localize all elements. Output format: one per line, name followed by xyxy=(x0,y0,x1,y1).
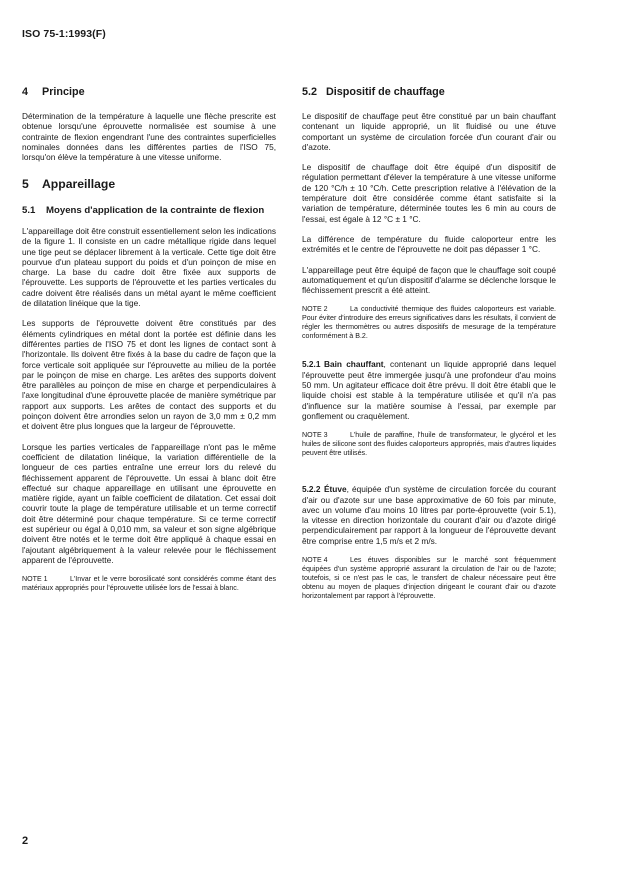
section-5-1-title: Moyens d'application de la contrainte de flexion xyxy=(46,205,265,217)
section-5-2-heading xyxy=(302,86,556,99)
section-4-title: Principe xyxy=(42,86,85,98)
section-5-1-paragraph-3: Lorsque les parties verticales de l'appareillage n'ont pas le même coefficient de dilatation linéique, la variation différentielle de la longueur de ces parties entraîne une erreur lors du relevé du fléchissement apparent de l'éprouvette. Un essai à blanc doit être effectué sur chaque appareillage en utilisant une éprouvette en matière rigide, ayant un faible coefficient de dilatation. Cet essai doit couvrir toute la plage de température utilisable et un terme correctif doit être déterminé pour chaque température. Si ce terme correctif est supérieur ou égal à 0,010 mm, sa valeur et son signe algébrique doivent être notés et le terme doit être appliqué à chaque essai en l'ajoutant algébriquement à la valeur relevée pour le fléchissement apparent de l'éprouvette. xyxy=(22,441,276,565)
section-5-2-1-paragraph xyxy=(302,359,556,421)
note-1-text: L'Invar et le verre borosilicaté sont considérés comme étant des matériaux appropriés pour l'éprouvette utilisée lors de l'essai à blanc. xyxy=(22,575,276,593)
note-1 xyxy=(22,575,276,593)
right-column xyxy=(302,86,556,611)
section-5-2-title: Dispositif de chauffage xyxy=(326,86,445,98)
section-5-2-2-paragraph xyxy=(302,484,556,546)
running-header: ISO 75-1:1993(F) xyxy=(22,28,106,40)
left-column xyxy=(22,86,276,603)
section-5-1-heading xyxy=(22,205,276,217)
note-2-label: NOTE 2 xyxy=(302,305,328,314)
note-3-text: L'huile de paraffine, l'huile de transformateur, le glycérol et les huiles de silicone sont des fluides caloporteurs appropriés, mais d'autres liquides peuvent être utilisés. xyxy=(302,431,556,458)
section-5-2-1-title: Bain chauffant xyxy=(324,359,384,370)
section-5-2-2-title: Étuve xyxy=(324,484,347,495)
section-5-2-number: 5.2 xyxy=(302,86,318,98)
note-3-label: NOTE 3 xyxy=(302,431,328,440)
section-5-2-paragraph-3: La différence de température du fluide caloporteur entre les extrémités et le centre de l'éprouvette ne doit pas dépasser 1 °C. xyxy=(302,233,556,255)
note-4-text: Les étuves disponibles sur le marché sont fréquemment équipées d'un système approprié assurant la circulation de l'air ou de l'azote; toutefois, si ce n'est pas le cas, le transfert de chaleur nécessaire peut être obtenu au moyen de plaques d'injection dirigeant le courant d'air ou d'azote horizontalement par rapport à l'éprouvette. xyxy=(302,556,556,601)
section-5-2-2-text: , équipée d'un système de circulation forcée du courant d'air ou d'azote sur une base approximative de 60 fois par minute, avec un volume d'au moins 10 litres par porte-éprouvette (voir 5.1), la vitesse en direction horizontale du courant d'air ou d'azote dirigé perpendiculairement par rapport à la longueur de l'éprouvette devant être comprise entre 1,5 m/s et 2 m/s. xyxy=(302,484,556,546)
note-4-label: NOTE 4 xyxy=(302,556,328,565)
section-4-number: 4 xyxy=(22,86,29,98)
section-5-number: 5 xyxy=(22,177,29,192)
section-5-1-paragraph-1: L'appareillage doit être construit essentiellement selon les indications de la figure 1. Il consiste en un cadre métallique rigide dans lequel une tige peut se déplacer librement à la verticale. Cette tige doit être pourvue d'un plateau support du poids et d'un poinçon de mise en charge. La base du cadre doit être fixée aux supports de l'éprouvette. Les supports de l'éprouvette et les parties verticales du cadre doivent être réalisés dans un métal ayant le même coefficient de dilatation linéique que la tige. xyxy=(22,225,276,309)
page-number: 2 xyxy=(22,835,29,847)
section-5-2-paragraph-1: Le dispositif de chauffage peut être constitué par un bain chauffant contenant un liquide approprié, un lit fluidisé ou une étuve comportant un système de circulation forcée d'un courant d'air ou d'azote. xyxy=(302,111,556,152)
section-5-1-number: 5.1 xyxy=(22,205,36,217)
note-1-label: NOTE 1 xyxy=(22,575,48,584)
note-3 xyxy=(302,431,556,458)
section-5-2-1-text: , contenant un liquide approprié dans lequel l'éprouvette peut être immergée jusqu'à une profondeur d'au moins 50 mm. Un agitateur efficace doit être prévu. Il doit être établi que le liquide choisi est stable à la température utilisée et qu'il n'a pas d'influence sur la matière soumise à l'essai, par exemple par gonflement ou craquèlement. xyxy=(302,359,556,421)
section-4-heading xyxy=(22,86,276,99)
section-5-2-1-number: 5.2.1 xyxy=(302,359,321,370)
section-5-heading xyxy=(22,178,276,191)
note-4 xyxy=(302,556,556,601)
section-5-2-paragraph-2: Le dispositif de chauffage doit être équipé d'un dispositif de régulation permettant d'élever la température à une vitesse uniforme de 120 °C/h ± 10 °C/h. Cette prescription relative à l'élévation de la température doit être considérée comme étant satisfaite si la variation de température, déterminée toutes les 6 min au cours de l'essai, est égale à 12 °C ± 1 °C. xyxy=(302,162,556,224)
section-5-2-2-number: 5.2.2 xyxy=(302,484,321,495)
section-5-title: Appareillage xyxy=(42,177,116,192)
section-5-1-paragraph-2: Les supports de l'éprouvette doivent être constitués par des éléments cylindriques en métal dont la portée est définie dans les différentes parties de l'ISO 75 et dont les lignes de contact sont à l'horizontale. Ils doivent être fixés à la base du cadre de façon que la force verticale soit appliquée sur l'éprouvette au milieu de la portée par le poinçon de mise en charge. Les arêtes des supports doivent être parallèles au poinçon de mise en charge et perpendiculaires à l'axe longitudinal d'une éprouvette placée de manière symétrique par rapport aux supports. Les arêtes de contact des supports et du poinçon doivent être arrondies selon un rayon de 3,0 mm ± 0,2 mm et doivent être plus longues que la largeur de l'éprouvette. xyxy=(22,318,276,432)
note-2 xyxy=(302,305,556,341)
section-5-2-paragraph-4: L'appareillage peut être équipé de façon que le chauffage soit coupé automatiquement et qu'un dispositif d'alarme se déclenche lorsque le fléchissement prescrit a été atteint. xyxy=(302,264,556,296)
section-4-text: Détermination de la température à laquelle une flèche prescrite est obtenue lorsqu'une éprouvette normalisée est soumise à une contrainte de flexion engendrant l'une des contraintes superficielles nominales données dans les différentes parties de l'ISO 75, lorsqu'on élève la température à une vitesse uniforme. xyxy=(22,111,276,163)
note-2-text: La conductivité thermique des fluides caloporteurs est variable. Pour éviter d'introduire des erreurs significatives dans les résultats, il convient de régler les thermomètres ou autres dispositifs de mesurage de la température conformément à B.2. xyxy=(302,305,556,341)
